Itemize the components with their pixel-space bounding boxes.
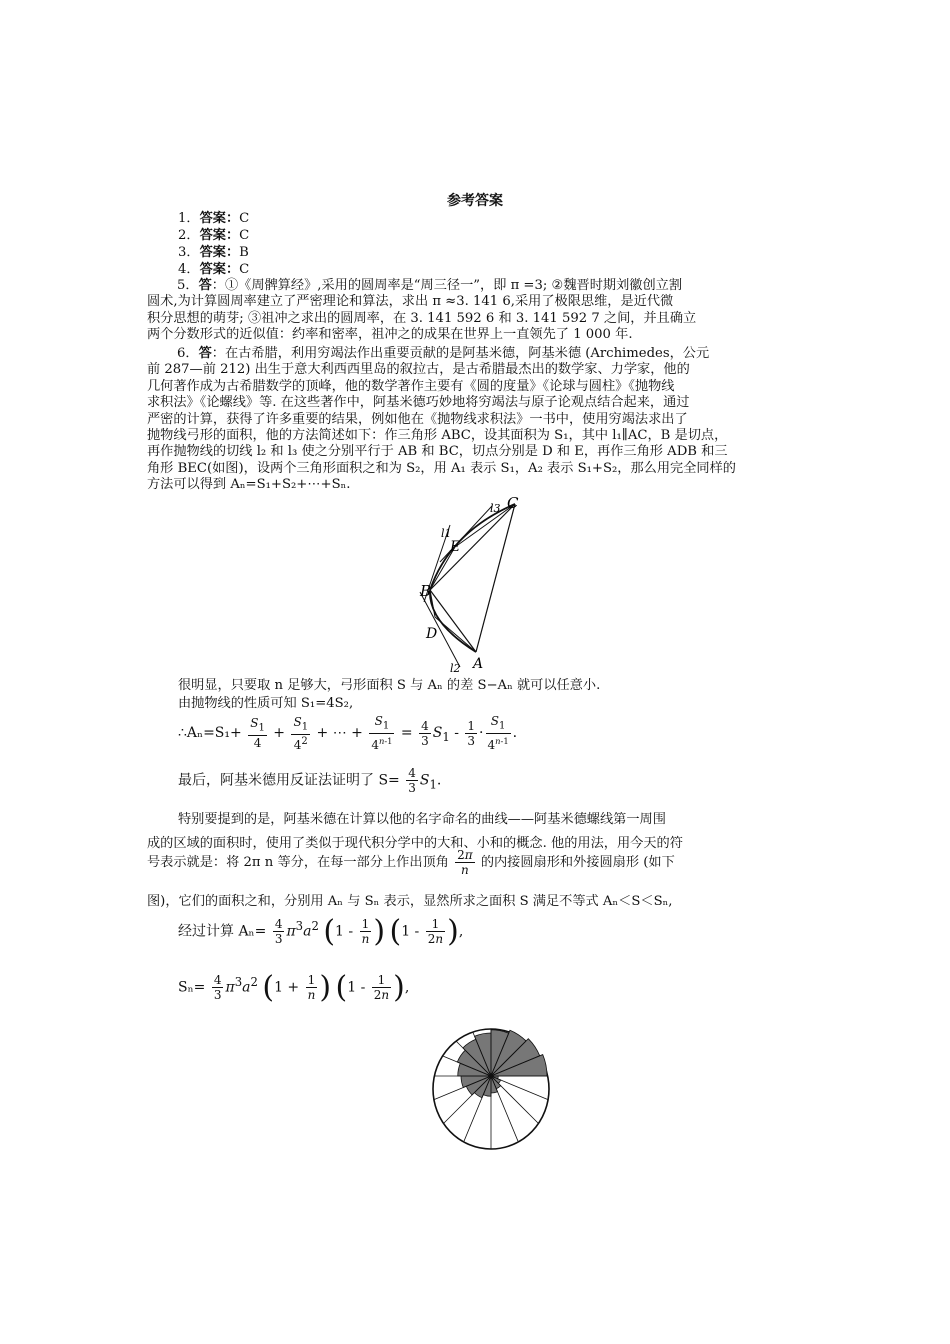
segment-DA: [435, 617, 476, 652]
answer-label: 答案：: [199, 228, 240, 243]
answer-3: [178, 245, 249, 261]
fraction: $\frac{S_1}{4^2}$: [293, 714, 309, 752]
answer-number: 4．: [178, 262, 200, 277]
answer-2: [178, 228, 249, 244]
conclusion-prefix: 最后，阿基米德用反证法证明了 S=: [178, 772, 400, 789]
text-line-with-fraction: [147, 848, 675, 877]
conclusion-suffix: .: [436, 772, 442, 789]
answer-6-paragraph: [147, 346, 812, 494]
q6-label: 答: [198, 346, 212, 361]
q6-number: 6．: [177, 346, 199, 361]
fraction: $\frac{1}{n}$: [361, 917, 370, 946]
text-line: 成的区域的面积时，使用了类似于现代积分学中的大和、小和的概念. 他的用法，用今天的符: [147, 836, 683, 851]
fraction: $\frac{S_1}{4^{n-1}}$: [371, 714, 393, 753]
answer-5-paragraph: [147, 278, 812, 344]
archimedes-spiral-figure: [428, 1026, 554, 1152]
radial-line: [491, 1076, 539, 1124]
q5-number: 5．: [177, 278, 199, 293]
formula-An: 经过计算 Aₙ= $\frac{4}{3}$ $\pi^3a^2$ (1 - $\frac{1}{n}$ ) (1 - $\frac{1}{2n}$ ),: [178, 914, 464, 949]
q5-line: ：①《周髀算经》,采用的圆周率是“周三径一”，即 π =3; ②魏晋时期刘徽创立割: [211, 278, 683, 293]
answer-1: [178, 211, 249, 227]
label-A: A: [473, 656, 484, 672]
answer-value: C: [239, 262, 250, 277]
answer-label: 答案：: [199, 211, 240, 226]
q6-line: 角形 BEC(如图)，设两个三角形面积之和为 S₂，用 A₁ 表示 S₁，A₂ 表示 S₁+S₂，那么用完全同样的: [147, 460, 736, 476]
formula-prefix: ∴Aₙ=S₁+: [178, 725, 242, 742]
fraction: $\frac{S_1}{4^{n-1}}$: [487, 714, 509, 753]
formula-tail: ,: [404, 979, 410, 996]
label-l3: l3: [490, 502, 501, 515]
formula-An-series: ∴Aₙ=S₁+ $\frac{S_1}{4}$ + $\frac{S_1}{4^2}$ + ⋯ + $\frac{S_1}{4^{n-1}}$ = $\frac{4}{3}$ $S_1$ - $\frac{1}{3}$ · $\frac{S_1}{4^{n-1}}$ .: [178, 714, 518, 753]
text-line: 很明显，只要取 n 足够大，弓形面积 S 与 Aₙ 的差 S−Aₙ 就可以任意小.: [178, 678, 601, 693]
text-line: 图)，它们的面积之和，分别用 Aₙ 与 Sₙ 表示，显然所求之面积 S 满足不等式 Aₙ＜S＜Sₙ,: [147, 894, 673, 909]
parabola-triangle-figure: [410, 492, 540, 677]
q5-label: 答: [198, 278, 212, 293]
answer-value: C: [239, 228, 250, 243]
q5-line: 积分思想的萌芽; ③祖冲之求出的圆周率，在 3. 141 592 6 和 3. 141 592 7 之间，并且确立: [147, 310, 697, 326]
label-B: B: [420, 582, 432, 600]
text-line: 特别要提到的是，阿基米德在计算以他的名字命名的曲线——阿基米德螺线第一周围: [178, 812, 666, 827]
page-title: 参考答案: [447, 193, 503, 209]
answer-label: 答案：: [199, 245, 240, 260]
q6-line: 再作抛物线的切线 l₂ 和 l₃ 使之分别平行于 AB 和 BC，切点分别是 D 和 E，再作三角形 ADB 和三: [147, 444, 728, 460]
q6-line: 方法可以得到 Aₙ=S₁+S₂+⋯+Sₙ.: [147, 477, 351, 493]
q6-line: ：在古希腊，利用穷竭法作出重要贡献的是阿基米德，阿基米德 (Archimedes，公元: [211, 346, 710, 361]
formula-tail: .: [512, 725, 518, 742]
answer-value: C: [239, 211, 250, 226]
fraction: $\frac{4}{3}$: [408, 766, 416, 795]
answer-number: 2．: [178, 228, 200, 243]
q5-line: 两个分数形式的近似值：约率和密率，祖冲之的成果在世界上一直领先了 1 000 年.: [147, 327, 633, 343]
formula-prefix: 经过计算 Aₙ=: [178, 923, 267, 940]
conclusion-line: 最后，阿基米德用反证法证明了 S= $\frac{4}{3}$ $S_1$.: [178, 766, 442, 795]
label-E: E: [450, 539, 461, 555]
fraction: $\frac{1}{3}$: [467, 718, 476, 748]
answer-value: B: [239, 245, 249, 260]
fraction: $\frac{1}{2n}$: [373, 973, 390, 1002]
q6-line: 前 287—前 212) 出生于意大利西西里岛的叙拉古，是古希腊最杰出的数学家、力学家，他的: [147, 362, 690, 378]
answer-label: 答案：: [199, 262, 240, 277]
fraction: $\frac{4}{3}$: [421, 718, 429, 748]
q6-line: 求积法》《论螺线》等. 在这些著作中，阿基米德巧妙地将穷竭法与原子论观点结合起来，通过: [147, 395, 690, 411]
answer-number: 3．: [178, 245, 200, 260]
fraction: $\frac{4}{3}$: [213, 973, 222, 1002]
fraction: $\frac{2\pi}{n}$: [457, 848, 473, 877]
formula-Sn: Sₙ= $\frac{4}{3}$ $\pi^3a^2$ (1 + $\frac{1}{n}$ ) (1 - $\frac{1}{2n}$ ),: [178, 970, 410, 1005]
text-part: 号表示就是：将 2π n 等分，在每一部分上作出顶角: [147, 855, 449, 870]
label-C: C: [507, 494, 519, 512]
q6-line: 几何著作成为古希腊数学的顶峰，他的数学著作主要有《圆的度量》《论球与圆柱》《抛物线: [147, 378, 675, 394]
segment-EC: [455, 504, 515, 547]
q5-line: 圆术,为计算圆周率建立了严密理论和算法，求出 π ≈3. 141 6,采用了极限思维，是近代微: [147, 294, 674, 310]
formula-prefix: Sₙ=: [178, 979, 206, 996]
q6-line: 抛物线弓形的面积，他的方法简述如下：作三角形 ABC，设其面积为 S₁，其中 l₁∥AC，B 是切点，: [147, 428, 728, 444]
answer-4: [178, 262, 249, 278]
text-line: 由抛物线的性质可知 S₁=4S₂,: [178, 696, 354, 711]
q6-line: 严密的计算，获得了许多重要的结果，例如他在《抛物线求积法》一书中，使用穷竭法求出了: [147, 411, 688, 427]
fraction: $\frac{4}{3}$: [274, 917, 283, 946]
label-l1: l1: [441, 527, 452, 540]
label-D: D: [426, 626, 438, 642]
fraction: $\frac{S_1}{4}$: [250, 716, 265, 751]
segment-CA: [476, 504, 515, 652]
fraction: $\frac{1}{2n}$: [427, 917, 444, 946]
label-l2: l2: [450, 662, 461, 675]
answer-number: 1．: [178, 211, 200, 226]
formula-tail: ,: [458, 923, 464, 940]
text-part: 的内接圆扇形和外接圆扇形 (如下: [480, 855, 675, 870]
segment-AB: [430, 590, 476, 652]
fraction: $\frac{1}{n}$: [307, 973, 316, 1002]
